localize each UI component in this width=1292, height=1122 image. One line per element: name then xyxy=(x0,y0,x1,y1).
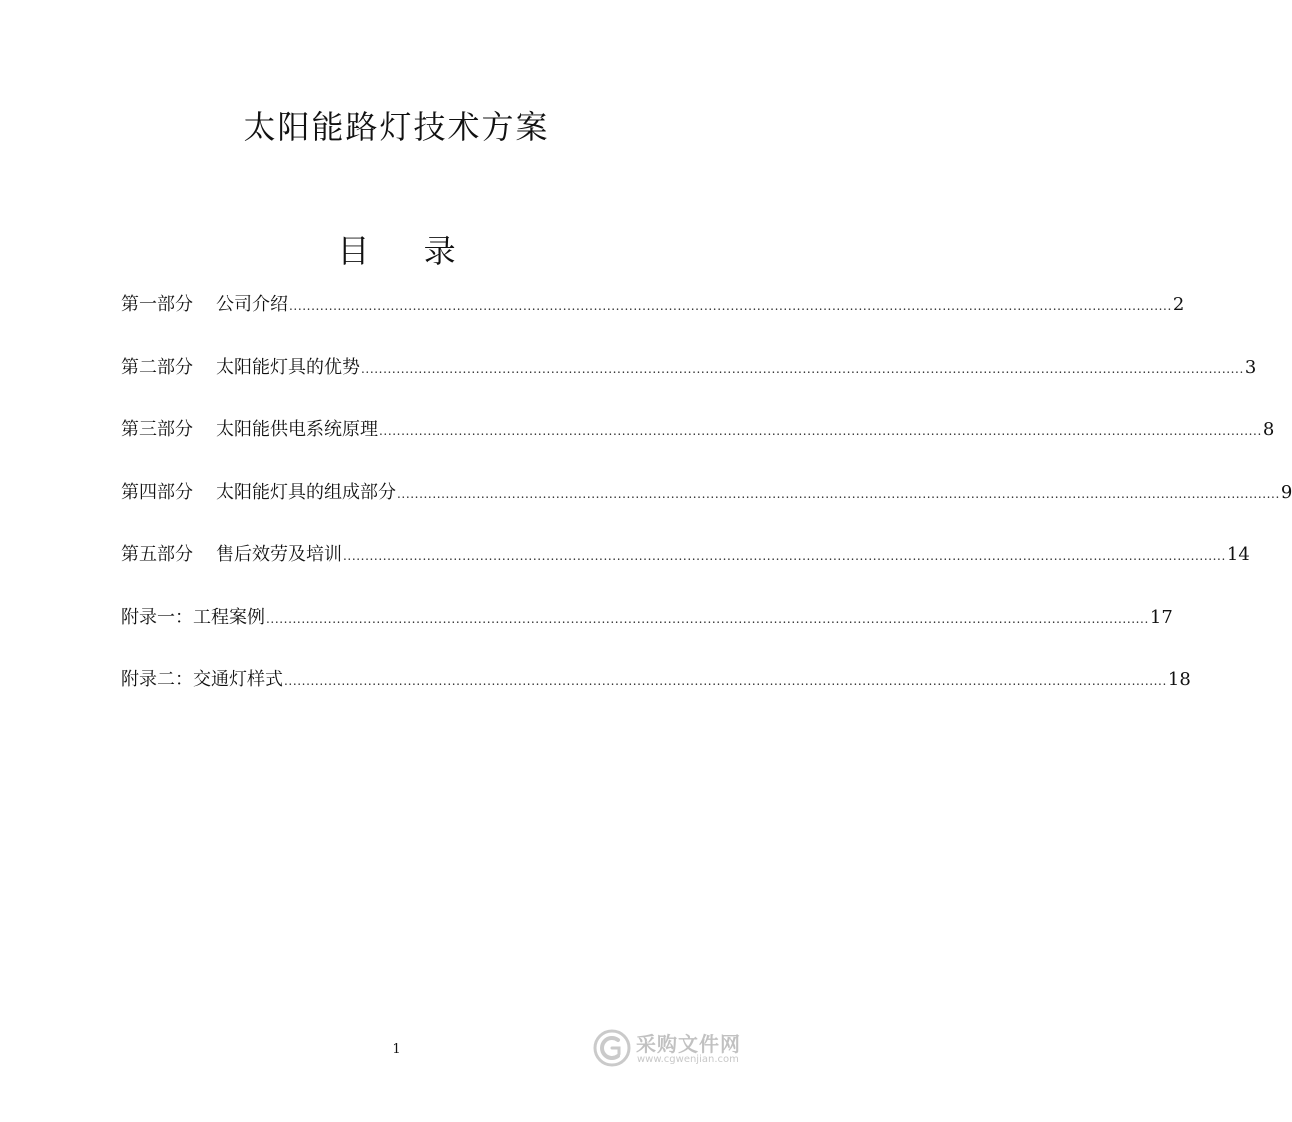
toc-entry[interactable] xyxy=(121,600,1173,663)
toc-page-number: 17 xyxy=(1149,606,1173,628)
toc-entry[interactable] xyxy=(121,662,1191,725)
table-of-contents xyxy=(121,287,1292,725)
toc-dot-leader: ........................................................................................................................................................................................................ xyxy=(361,361,1244,376)
toc-heading: 目 录 xyxy=(337,232,478,270)
toc-entry[interactable] xyxy=(121,475,1292,538)
toc-page-number: 8 xyxy=(1262,419,1275,440)
toc-entry[interactable] xyxy=(121,287,1185,350)
watermark xyxy=(592,1024,752,1074)
toc-entry[interactable] xyxy=(121,412,1275,475)
toc-page-number: 9 xyxy=(1280,481,1292,503)
toc-dot-leader: ........................................................................................................................................................................................................ xyxy=(266,611,1149,626)
toc-dot-leader: ........................................................................................................................................................................................................ xyxy=(289,299,1172,313)
toc-entry[interactable] xyxy=(121,350,1257,413)
toc-dot-leader: ........................................................................................................................................................................................................ xyxy=(379,424,1262,438)
toc-title: 公司介绍 xyxy=(216,294,288,315)
cg-logo-icon xyxy=(592,1028,632,1068)
watermark-name: 采购文件网 xyxy=(636,1032,741,1056)
toc-part-label: 第三部分 xyxy=(121,419,193,440)
toc-dot-leader: ........................................................................................................................................................................................................ xyxy=(284,674,1167,688)
toc-part-label: 第一部分 xyxy=(121,294,193,315)
toc-title: 太阳能灯具的组成部分 xyxy=(216,481,396,503)
toc-title: 太阳能供电系统原理 xyxy=(216,419,378,440)
toc-title: 附录二：交通灯样式 xyxy=(121,669,283,690)
document-title: 太阳能路灯技术方案 xyxy=(243,108,550,146)
toc-dot-leader: ........................................................................................................................................................................................................ xyxy=(343,549,1226,563)
toc-entry[interactable] xyxy=(121,537,1250,600)
toc-page-number: 2 xyxy=(1172,294,1185,315)
toc-part-label: 第五部分 xyxy=(121,544,193,565)
toc-page-number: 18 xyxy=(1167,669,1191,690)
toc-title: 附录一：工程案例 xyxy=(121,606,265,628)
toc-part-label: 第四部分 xyxy=(121,481,193,503)
toc-dot-leader: ........................................................................................................................................................................................................ xyxy=(397,486,1280,501)
toc-page-number: 3 xyxy=(1244,356,1257,378)
toc-title: 太阳能灯具的优势 xyxy=(216,356,360,378)
page-number: 1 xyxy=(392,1042,401,1057)
toc-title: 售后效劳及培训 xyxy=(216,544,342,565)
watermark-url: www.cgwenjian.com xyxy=(637,1054,739,1065)
toc-part-label: 第二部分 xyxy=(121,356,193,378)
toc-page-number: 14 xyxy=(1226,544,1250,565)
